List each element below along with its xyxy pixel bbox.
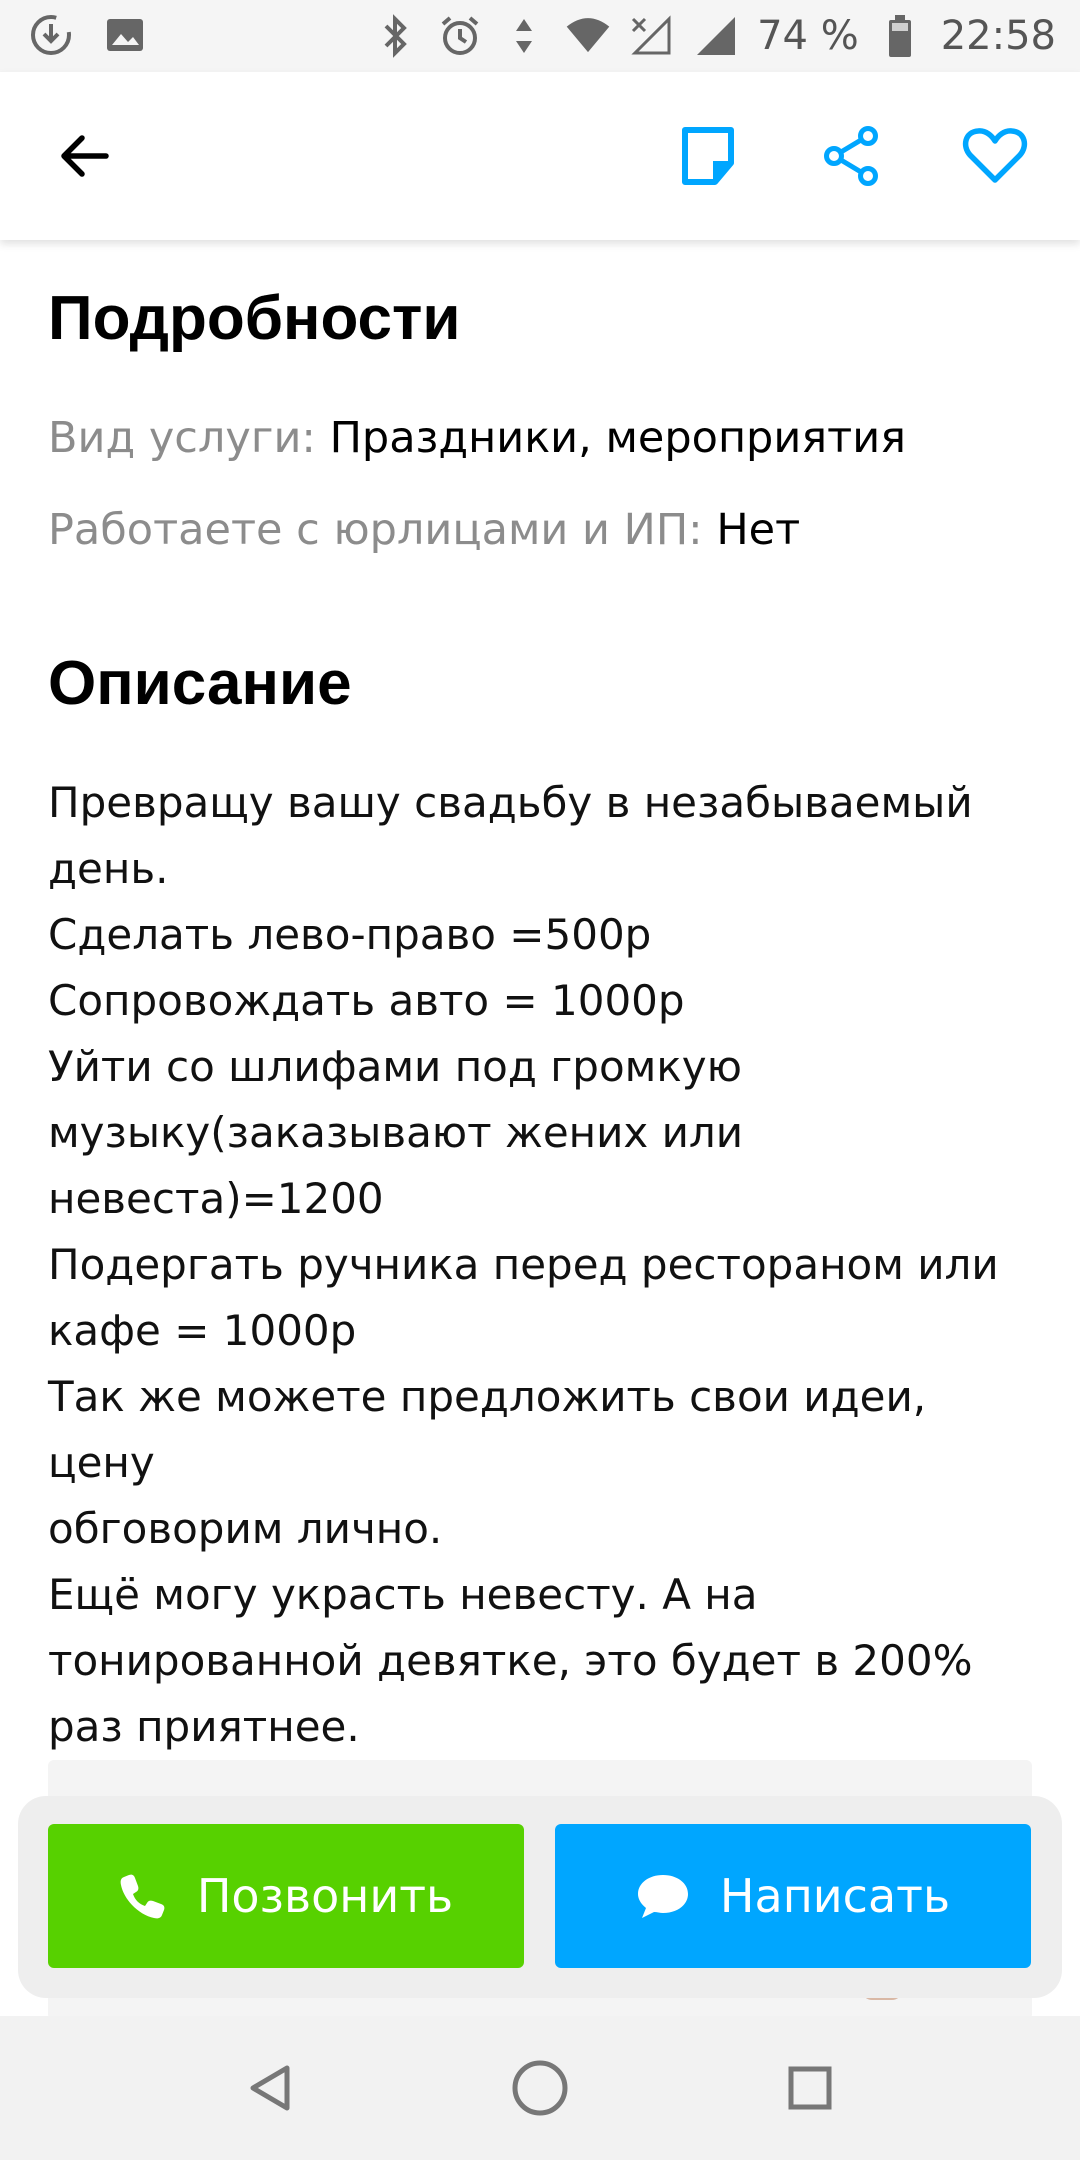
signal-icon <box>693 13 739 59</box>
call-button[interactable] <box>48 1824 524 1968</box>
description-heading: Описание <box>48 649 352 718</box>
clock: 22:58 <box>940 13 1056 59</box>
battery-icon <box>877 13 923 59</box>
share-icon <box>822 125 882 187</box>
nav-back-button[interactable] <box>234 2052 306 2124</box>
call-button-label: Позвонить <box>196 1869 454 1923</box>
share-button[interactable] <box>812 116 892 196</box>
description-text: Превращу вашу свадьбу в незабываемый день. Сделать лево-право =500р Сопровождать авто = 1000р Уйти со шлифами под громкую музыку(заказывают жених или невеста)=1200 Подергать ручника перед рестораном или кафе = 1000р Так же можете предложить свои идеи, цену обговорим лично. Ещё могу украсть невесту. А на тонированной девятке, это будет в 200% раз приятнее. <box>48 778 999 1751</box>
battery-percent: 74 % <box>757 13 859 59</box>
status-bar <box>0 0 1080 72</box>
note-button[interactable] <box>668 116 748 196</box>
wifi-icon <box>565 13 611 59</box>
app-bar <box>0 72 1080 240</box>
detail-label: Вид услуги: <box>48 413 330 463</box>
nav-recents-button[interactable] <box>774 2052 846 2124</box>
note-icon <box>680 125 736 187</box>
image-icon <box>102 12 148 58</box>
detail-value: Нет <box>716 505 801 555</box>
bluetooth-icon <box>373 13 419 59</box>
download-icon <box>28 12 74 58</box>
contact-action-bar <box>18 1796 1062 1998</box>
nav-recents-icon <box>787 2065 833 2111</box>
favorite-button[interactable] <box>955 116 1035 196</box>
nav-home-icon <box>510 2058 570 2118</box>
message-button-label: Написать <box>719 1869 951 1923</box>
back-arrow-icon <box>56 128 112 184</box>
message-button[interactable] <box>555 1824 1031 1968</box>
back-button[interactable] <box>44 116 124 196</box>
detail-row-service-type <box>48 413 906 465</box>
system-nav-bar <box>0 2016 1080 2160</box>
detail-label: Работаете с юрлицами и ИП: <box>48 505 717 555</box>
details-heading: Подробности <box>48 284 461 353</box>
no-signal-icon <box>629 13 675 59</box>
alarm-icon <box>437 13 483 59</box>
nav-home-button[interactable] <box>504 2052 576 2124</box>
chat-bubble-icon <box>636 1872 690 1920</box>
heart-icon <box>962 126 1028 186</box>
detail-value: Праздники, мероприятия <box>329 413 907 463</box>
phone-icon <box>119 1872 167 1920</box>
nav-back-icon <box>245 2063 295 2113</box>
data-arrows-icon <box>501 13 547 59</box>
detail-row-legal-entities <box>48 505 800 557</box>
